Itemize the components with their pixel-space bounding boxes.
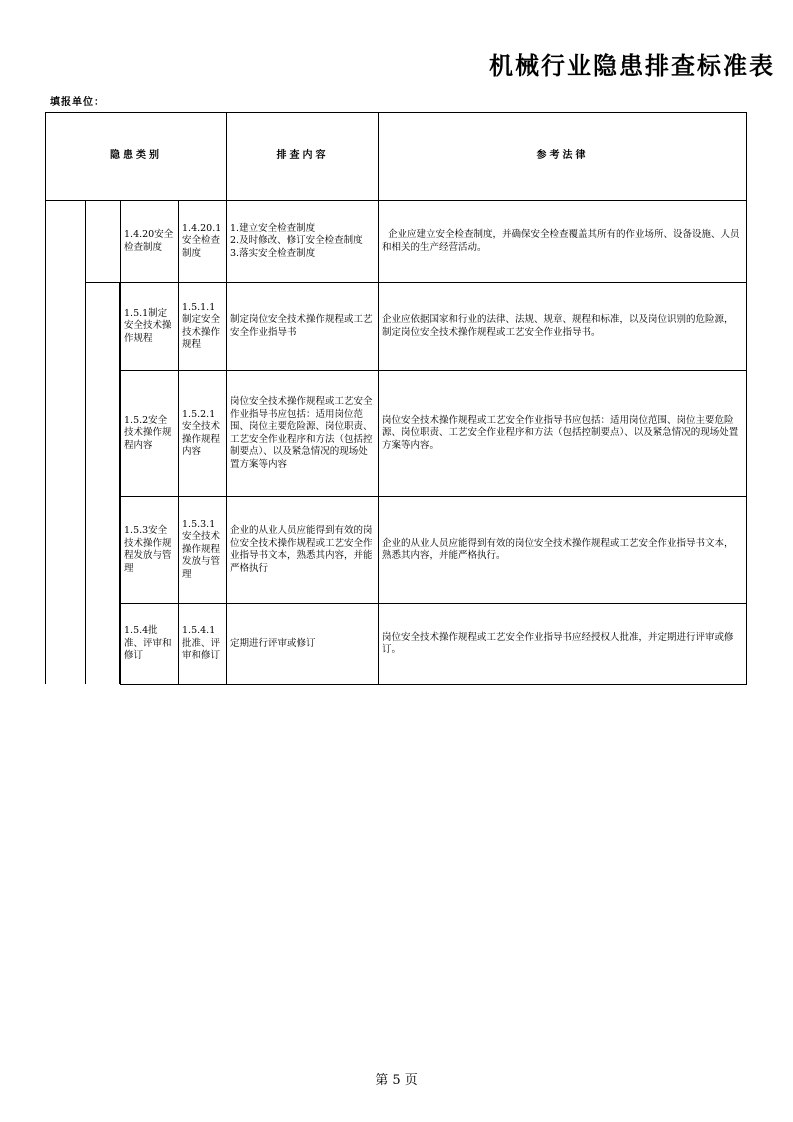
category-cell-text: 1.5.4批准、评审和修订 xyxy=(124,625,172,662)
reference-law-cell-text: 岗位安全技术操作规程或工艺安全作业指导书应经授权人批准，并定期进行评审或修订。 xyxy=(382,631,734,655)
category-cell-text: 1.4.20安全检查制度 xyxy=(124,229,174,253)
category-cell xyxy=(120,496,178,603)
reference-law-cell-text: 企业的从业人员应能得到有效的岗位安全技术操作规程或工艺安全作业指导书文本，熟悉其内容，并能严格执行。 xyxy=(382,537,734,561)
table-bottom-border xyxy=(120,684,747,685)
subcategory-cell-text: 1.5.3.1安全技术操作规程发放与管理 xyxy=(182,518,221,580)
subcategory-cell-text: 1.5.2.1安全技术操作规程内容 xyxy=(182,408,221,457)
level2-cell xyxy=(85,282,120,684)
page-title: 机械行业隐患排查标准表 xyxy=(489,52,775,80)
check-content-cell xyxy=(226,370,378,496)
reference-law-cell xyxy=(378,282,747,370)
check-content-cell-text: 岗位安全技术操作规程或工艺安全作业指导书应包括：适用岗位范围、岗位主要危险源、岗位职责、工艺安全作业程序和方法（包括控制要点）、以及紧急情况的现场处置方案等内容 xyxy=(230,396,373,470)
check-content-cell-text: 1.建立安全检查制度 2.及时修改、修订安全检查制度 3.落实安全检查制度 xyxy=(230,222,363,259)
reference-law-cell-text: 企业应建立安全检查制度，并确保安全检查覆盖其所有的作业场所、设备设施、人员和相关的生产经营活动。 xyxy=(382,229,740,253)
category-cell xyxy=(120,200,178,282)
category-cell-text: 1.5.1制定安全技术操作规程 xyxy=(124,307,172,344)
reference-law-cell xyxy=(378,370,747,496)
subcategory-cell xyxy=(178,496,226,603)
check-content-cell xyxy=(226,282,378,370)
level1-cell xyxy=(45,200,85,684)
check-content-cell xyxy=(226,603,378,684)
subcategory-cell xyxy=(178,370,226,496)
subcategory-cell-text: 1.5.1.1制定安全技术操作规程 xyxy=(182,301,221,350)
header-category: 隐患类别 xyxy=(45,112,226,200)
check-content-cell xyxy=(226,496,378,603)
check-content-cell xyxy=(226,200,378,282)
check-content-cell-text: 定期进行评审或修订 xyxy=(230,637,316,649)
header-law: 参考法律 xyxy=(378,112,747,200)
category-cell-text: 1.5.2安全技术操作规程内容 xyxy=(124,414,172,451)
subcategory-cell xyxy=(178,282,226,370)
category-cell xyxy=(120,370,178,496)
category-cell-text: 1.5.3安全技术操作规程发放与管理 xyxy=(124,525,172,574)
reference-law-cell xyxy=(378,603,747,684)
check-content-cell-text: 企业的从业人员应能得到有效的岗位安全技术操作规程或工艺安全作业指导书文本，熟悉其内容，并能严格执行 xyxy=(230,525,373,574)
subcategory-cell xyxy=(178,603,226,684)
unit-label: 填报单位： xyxy=(50,97,105,108)
reference-law-cell xyxy=(378,496,747,603)
subcategory-cell-text: 1.5.4.1批准、评审和修订 xyxy=(182,625,221,662)
reference-law-cell xyxy=(378,200,747,282)
reference-law-cell-text: 岗位安全技术操作规程或工艺安全作业指导书应包括：适用岗位范围、岗位主要危险源、岗位职责、工艺安全作业程序和方法（包括控制要点）、以及紧急情况的现场处置方案等内容。 xyxy=(382,414,739,451)
reference-law-cell-text: 企业应依据国家和行业的法律、法规、规章、规程和标准，以及岗位识别的危险源，制定岗位安全技术操作规程或工艺安全作业指导书。 xyxy=(382,314,734,338)
header-content: 排查内容 xyxy=(226,112,378,200)
subcategory-cell xyxy=(178,200,226,282)
check-content-cell-text: 制定岗位安全技术操作规程或工艺安全作业指导书 xyxy=(230,314,373,338)
level2-cell xyxy=(85,200,120,282)
page-number: 第 5 页 xyxy=(375,1073,418,1088)
subcategory-cell-text: 1.4.20.1安全检查制度 xyxy=(182,222,222,259)
category-cell xyxy=(120,282,178,370)
category-cell xyxy=(120,603,178,684)
